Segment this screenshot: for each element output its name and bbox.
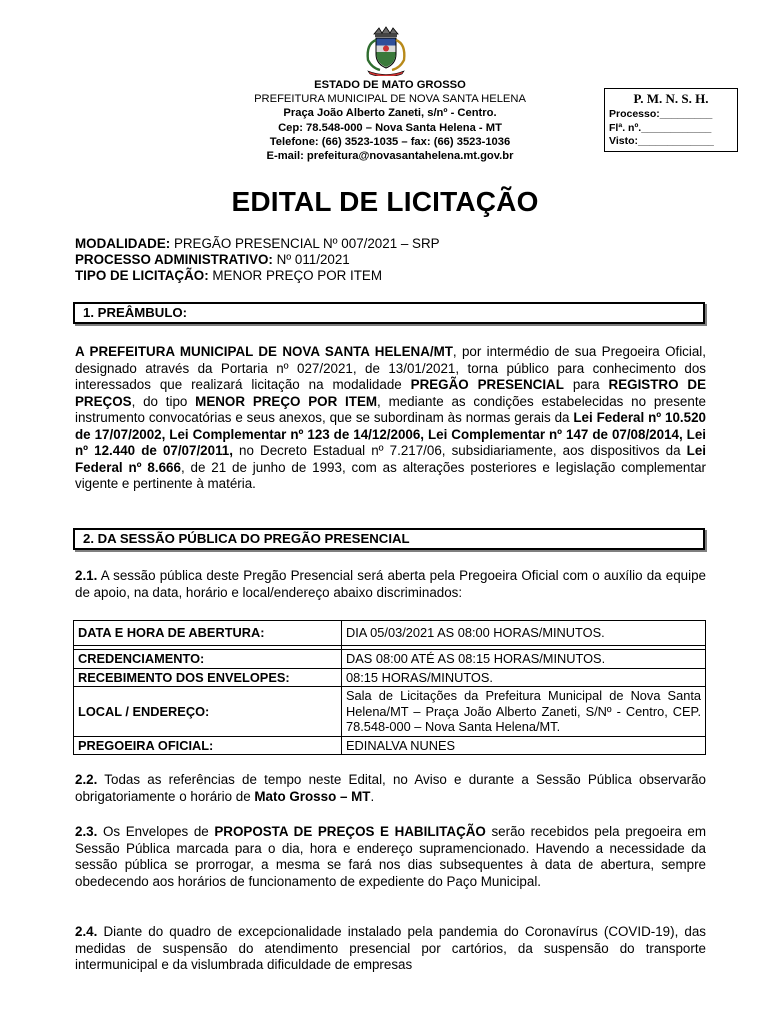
- document-title: EDITAL DE LICITAÇÃO: [231, 186, 539, 217]
- session-info-table: [73, 620, 706, 755]
- preambulo-text-6: , do tipo: [131, 393, 196, 409]
- preambulo-text-5: REGISTRO DE PREÇOS: [75, 377, 707, 409]
- paragraph-2-4-number: 2.4.: [75, 924, 98, 939]
- paragraph-2-4: [75, 924, 706, 974]
- bid-metadata: [75, 236, 440, 285]
- processo-value: Nº 011/2021: [272, 252, 350, 268]
- tipo-value: MENOR PREÇO POR ITEM: [208, 268, 383, 284]
- municipal-coat-of-arms-icon: [360, 26, 412, 76]
- paragraph-2-3-number: 2.3.: [75, 824, 98, 839]
- table-label: PREGOEIRA OFICIAL:: [74, 736, 342, 755]
- protocol-box-title: P. M. N. S. H.: [633, 91, 709, 106]
- protocol-processo: Processo:_________: [609, 108, 713, 120]
- table-label: LOCAL / ENDEREÇO:: [74, 687, 342, 737]
- letterhead: [210, 78, 570, 163]
- table-row: [74, 668, 706, 687]
- letterhead-state: ESTADO DE MATO GROSSO: [314, 79, 466, 91]
- table-value: Sala de Licitações da Prefeitura Municipal de Nova Santa Helena/MT – Praça João Alberto Zaneti, S/Nº - Centro, CEP. 78.548-000 – Nova Santa Helena/MT.: [342, 687, 706, 737]
- table-row: [74, 736, 706, 755]
- processo-label: PROCESSO ADMINISTRATIVO:: [75, 252, 273, 268]
- modalidade-label: MODALIDADE:: [75, 236, 171, 251]
- letterhead-address: Praça João Alberto Zaneti, s/nº - Centro.: [283, 107, 497, 120]
- paragraph-2-1: [75, 568, 706, 601]
- table-value: 08:15 HORAS/MINUTOS.: [342, 668, 706, 687]
- paragraph-2-2-number: 2.2.: [75, 772, 98, 787]
- letterhead-email: E-mail: prefeitura@novasantahelena.mt.gov.br: [266, 150, 514, 163]
- protocol-visto: Visto:_____________: [609, 135, 714, 147]
- paragraph-2-3-text-3: serão recebidos pela pregoeira em Sessão Pública marcada para o dia, hora e endereço supramencionado. Havendo a necessidade da sessão pública se prorrogar, a mesma se fará nos dias subsequentes à data de abertura, sempre obedecendo aos horários de funcionamento de expediente do Paço Municipal.: [75, 824, 706, 889]
- preambulo-paragraph: [75, 344, 706, 493]
- letterhead-phone: Telefone: (66) 3523-1035 – fax: (66) 3523-1036: [269, 135, 511, 148]
- modalidade-value: PREGÃO PRESENCIAL Nº 007/2021 – SRP: [170, 236, 440, 251]
- table-value: DIA 05/03/2021 AS 08:00 HORAS/MINUTOS.: [342, 621, 706, 646]
- preambulo-text-11: Lei Federal nº 8.666: [75, 443, 706, 475]
- preambulo-text-7: MENOR PREÇO POR ITEM: [195, 393, 378, 409]
- table-label: RECEBIMENTO DOS ENVELOPES:: [74, 668, 342, 687]
- paragraph-2-3-text-1: Os Envelopes de: [97, 824, 215, 839]
- preambulo-text-1: A PREFEITURA MUNICIPAL DE NOVA SANTA HELENA/MT: [75, 344, 453, 359]
- table-row: [74, 687, 706, 737]
- protocol-fls: Flª. nº.____________: [609, 121, 712, 134]
- paragraph-2-1-text: A sessão pública deste Pregão Presencial será aberta pela Pregoeira Oficial com o auxílio da equipe de apoio, na data, horário e local/endereço abaixo discriminados:: [75, 568, 706, 600]
- paragraph-2-2-text-1: Todas as referências de tempo neste Edital, no Aviso e durante a Sessão Pública observarão obrigatoriamente o horário de: [75, 772, 706, 804]
- preambulo-text-9: Lei Federal nº 10.520 de 17/07/2002, Lei Complementar nº 123 de 14/12/2006, Lei Complementar nº 147 de 07/08/2014, Lei nº 12.440 de 07/07/2011,: [75, 410, 706, 458]
- table-row: [74, 650, 706, 669]
- paragraph-2-3-text-2: PROPOSTA DE PREÇOS E HABILITAÇÃO: [214, 824, 486, 839]
- table-label: CREDENCIAMENTO:: [74, 650, 342, 669]
- paragraph-2-4-text: Diante do quadro de excepcionalidade instalado pela pandemia do Coronavírus (COVID-19), das medidas de suspensão do atendimento presencial por cartórios, da suspensão do transporte intermunicipal e da vislumbrada dificuldade de empresas: [75, 924, 706, 972]
- table-row: [74, 621, 706, 646]
- table-value: DAS 08:00 ATÉ AS 08:15 HORAS/MINUTOS.: [342, 650, 706, 669]
- preambulo-text-2: , por intermédio de sua Pregoeira Oficial, designado através da Portaria nº 027/2021, de 13/01/2021, torna público para conhecimento dos interessados que realizará licitação na modalidade: [75, 344, 706, 392]
- letterhead-cep: Cep: 78.548-000 – Nova Santa Helena - MT: [278, 121, 502, 134]
- letterhead-prefecture: PREFEITURA MUNICIPAL DE NOVA SANTA HELENA: [254, 93, 526, 106]
- protocol-box: [604, 88, 738, 152]
- paragraph-2-2: [75, 772, 706, 805]
- tipo-label: TIPO DE LICITAÇÃO:: [75, 268, 209, 284]
- table-label: DATA E HORA DE ABERTURA:: [74, 621, 342, 646]
- paragraph-2-2-text-2: Mato Grosso – MT: [254, 788, 371, 804]
- preambulo-text-12: , de 21 de junho de 1993, com as alterações posteriores e legislação complementar vigente e pertinente à matéria.: [75, 459, 706, 491]
- table-value: EDINALVA NUNES: [342, 736, 706, 755]
- preambulo-text-8: , mediante as condições estabelecidas no presente instrumento convocatórias e seus anexos, que se subordinam às normas gerais da: [75, 393, 706, 425]
- paragraph-2-2-text-3: .: [370, 788, 375, 804]
- paragraph-2-1-number: 2.1.: [75, 568, 98, 583]
- preambulo-text-3: PREGÃO PRESENCIAL: [410, 377, 564, 392]
- section-heading-sessao-publica: 2. DA SESSÃO PÚBLICA DO PREGÃO PRESENCIAL: [73, 528, 705, 550]
- paragraph-2-3: [75, 824, 706, 890]
- preambulo-text-4: para: [563, 377, 609, 392]
- section-heading-preambulo: 1. PREÂMBULO:: [73, 302, 705, 324]
- preambulo-text-10: no Decreto Estadual nº 7.217/06, subsidiariamente, aos dispositivos da: [232, 443, 687, 458]
